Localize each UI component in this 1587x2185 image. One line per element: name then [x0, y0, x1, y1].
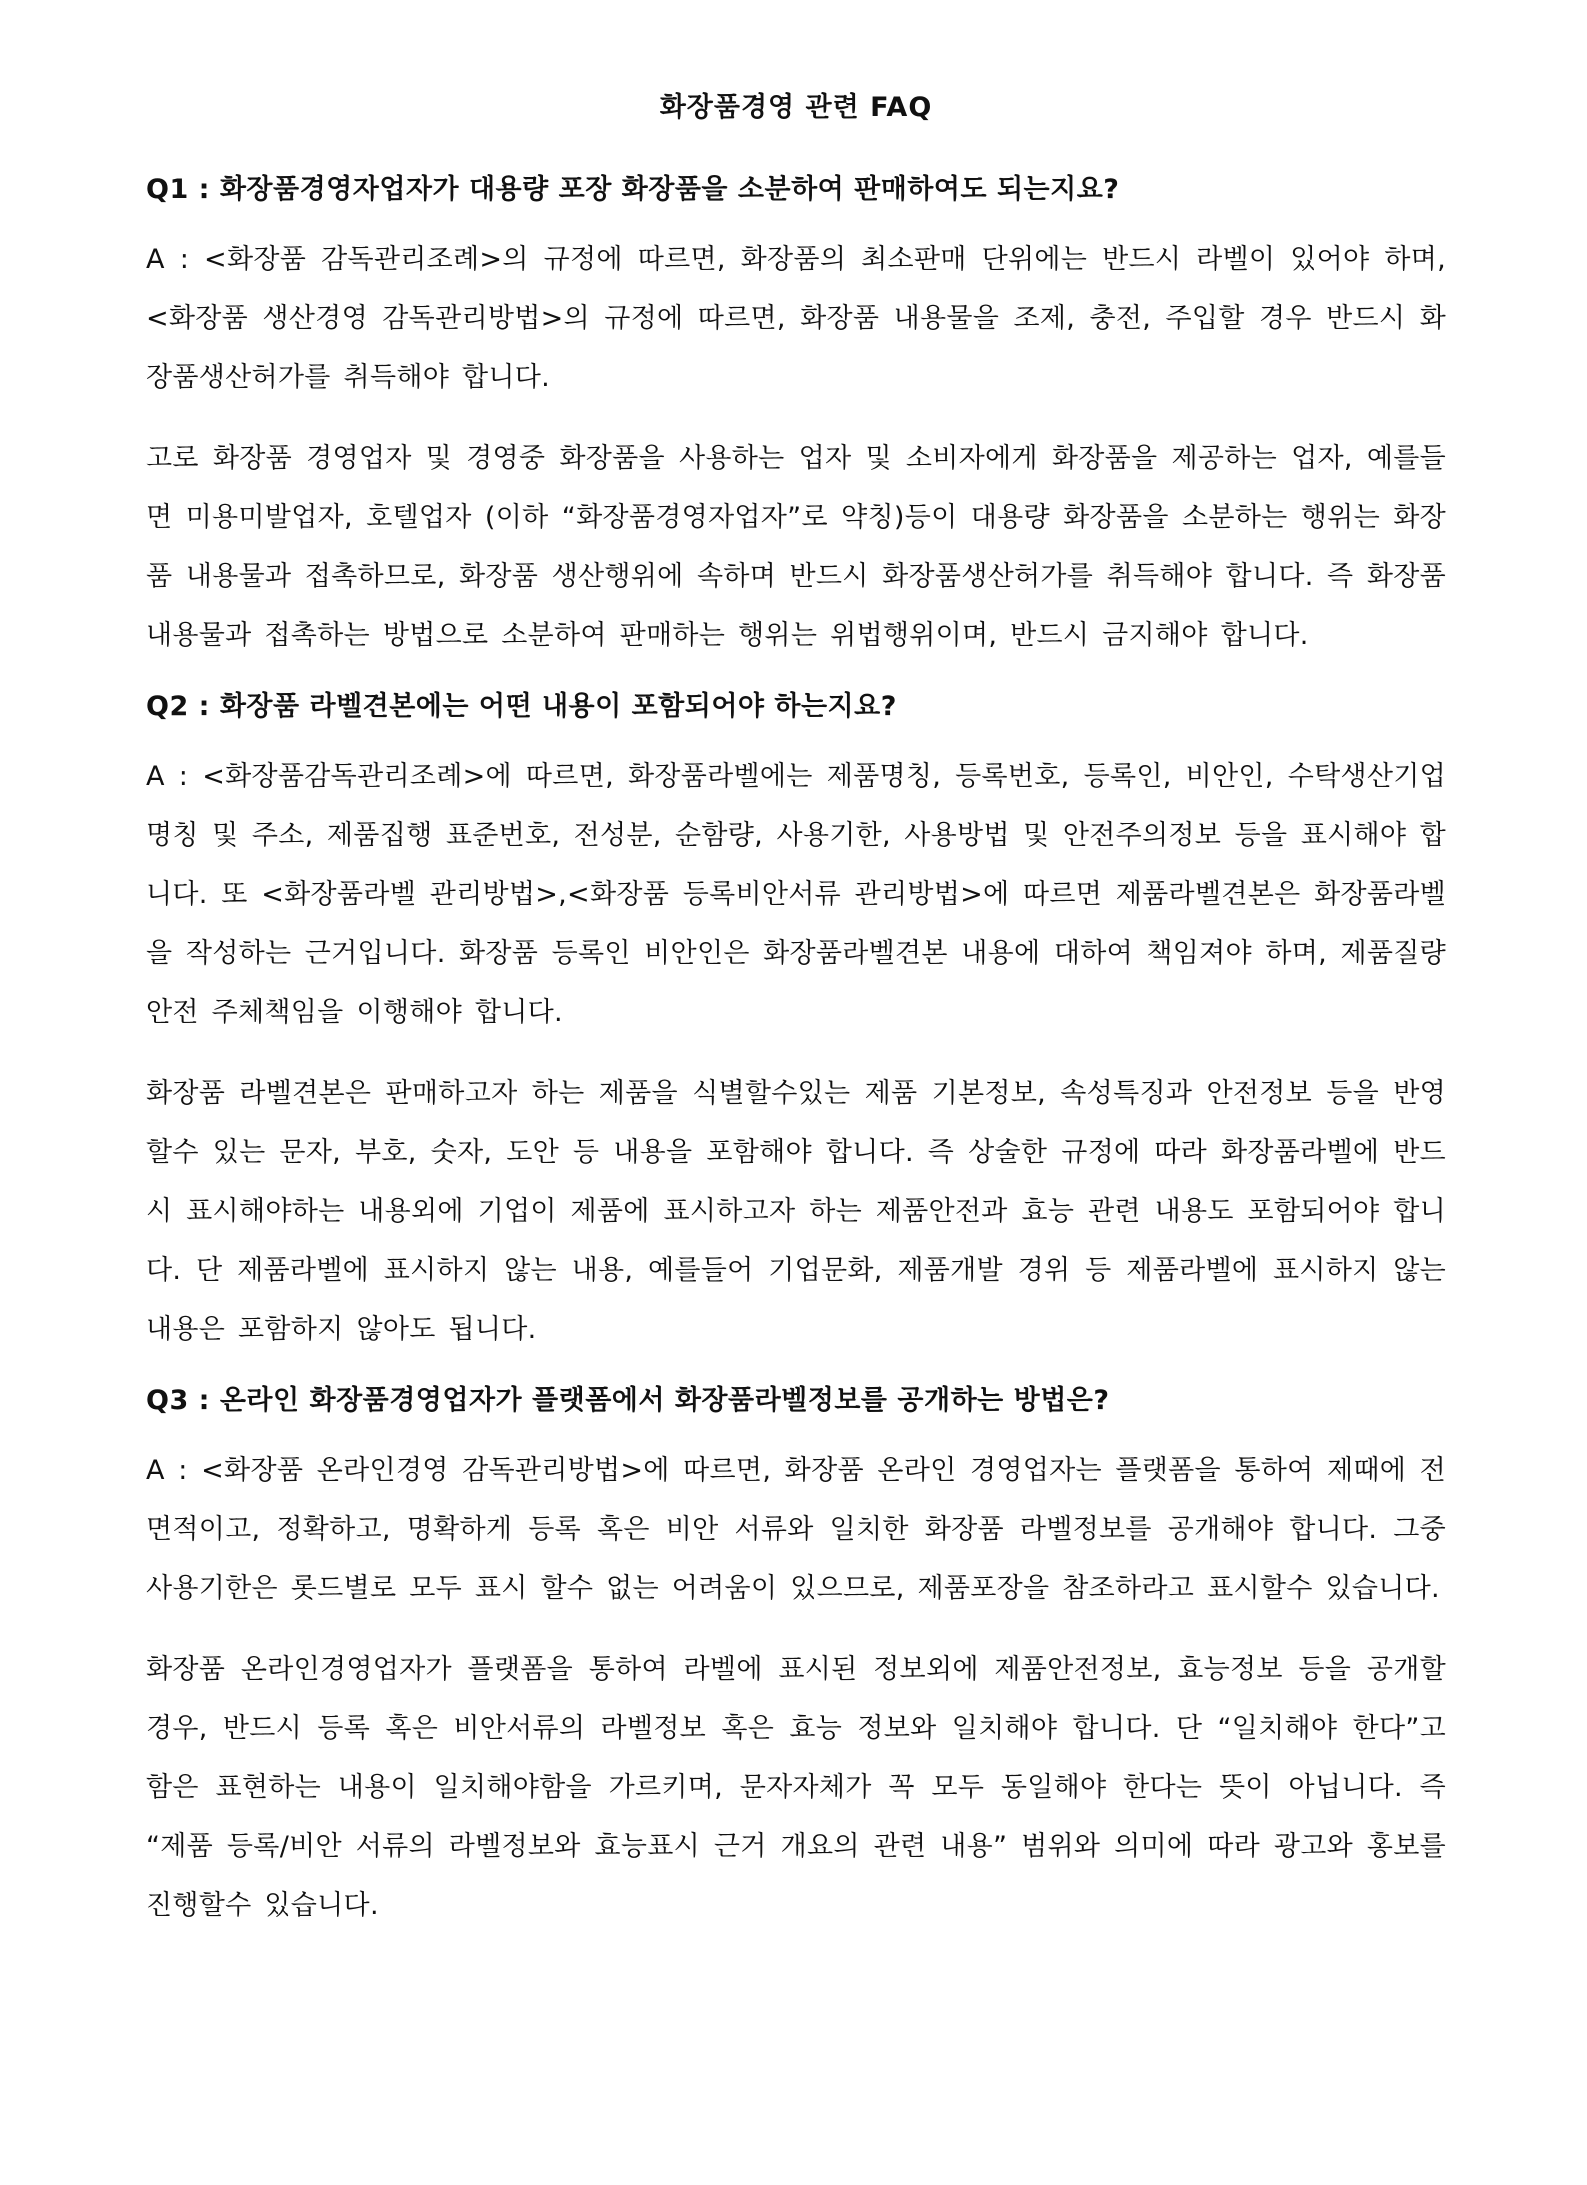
faq-question: Q2 : 화장품 라벨견본에는 어떤 내용이 포함되어야 하는지요?: [146, 691, 897, 722]
faq-answer-paragraph: A : <화장품감독관리조례>에 따르면, 화장품라벨에는 제품명칭, 등록번호, 등록인, 비안인, 수탁생산기업 명칭 및 주소, 제품집행 표준번호, 전성분, 순함량, 사용기한, 사용방법 및 안전주의정보 등을 표시해야 합니다. 또 <화장품라벨 관리방법>,<화장품 등록비안서류 관리방법>에 따르면 제품라벨견본은 화장품라벨을 작성하는 근거입니다. 화장품 등록인 비안인은 화장품라벨견본 내용에 대하여 책임져야 하며, 제품질량안전 주체책임을 이행해야 합니다.: [146, 761, 1446, 1028]
faq-question: Q1 : 화장품경영자업자가 대용량 포장 화장품을 소분하여 판매하여도 되는지요?: [146, 174, 1120, 205]
faq-answer-paragraph: A : <화장품 온라인경영 감독관리방법>에 따르면, 화장품 온라인 경영업자는 플랫폼을 통하여 제때에 전면적이고, 정확하고, 명확하게 등록 혹은 비안 서류와 일치한 화장품 라벨정보를 공개해야 합니다. 그중 사용기한은 롯드별로 모두 표시 할수 없는 어려움이 있으므로, 제품포장을 참조하라고 표시할수 있습니다.: [146, 1455, 1446, 1604]
faq-answer-paragraph: 고로 화장품 경영업자 및 경영중 화장품을 사용하는 업자 및 소비자에게 화장품을 제공하는 업자, 예를들면 미용미발업자, 호텔업자 (이하 “화장품경영자업자”로 약칭)등이 대용량 화장품을 소분하는 행위는 화장품 내용물과 접촉하므로, 화장품 생산행위에 속하며 반드시 화장품생산허가를 취득해야 합니다. 즉 화장품 내용물과 접촉하는 방법으로 소분하여 판매하는 행위는 위법행위이며, 반드시 금지해야 합니다.: [146, 443, 1446, 651]
document-page: [146, 88, 1446, 1957]
document-title: 화장품경영 관련 FAQ: [659, 92, 933, 123]
faq-item-q3: [146, 1381, 1446, 1935]
faq-item-q2: [146, 687, 1446, 1359]
faq-item-q1: [146, 170, 1446, 665]
faq-answer-paragraph: 화장품 라벨견본은 판매하고자 하는 제품을 식별할수있는 제품 기본정보, 속성특징과 안전정보 등을 반영할수 있는 문자, 부호, 숫자, 도안 등 내용을 포함해야 합니다. 즉 상술한 규정에 따라 화장품라벨에 반드시 표시해야하는 내용외에 기업이 제품에 표시하고자 하는 제품안전과 효능 관련 내용도 포함되어야 합니다. 단 제품라벨에 표시하지 않는 내용, 예를들어 기업문화, 제품개발 경위 등 제품라벨에 표시하지 않는 내용은 포함하지 않아도 됩니다.: [146, 1078, 1446, 1345]
faq-question: Q3 : 온라인 화장품경영업자가 플랫폼에서 화장품라벨정보를 공개하는 방법은?: [146, 1385, 1110, 1416]
faq-answer-paragraph: 화장품 온라인경영업자가 플랫폼을 통하여 라벨에 표시된 정보외에 제품안전정보, 효능정보 등을 공개할 경우, 반드시 등록 혹은 비안서류의 라벨정보 혹은 효능 정보와 일치해야 합니다. 단 “일치해야 한다”고 함은 표현하는 내용이 일치해야함을 가르키며, 문자자체가 꼭 모두 동일해야 한다는 뜻이 아닙니다. 즉 “제품 등록/비안 서류의 라벨정보와 효능표시 근거 개요의 관련 내용” 범위와 의미에 따라 광고와 홍보를 진행할수 있습니다.: [146, 1654, 1446, 1921]
faq-answer-paragraph: A : <화장품 감독관리조례>의 규정에 따르면, 화장품의 최소판매 단위에는 반드시 라벨이 있어야 하며, <화장품 생산경영 감독관리방법>의 규정에 따르면, 화장품 내용물을 조제, 충전, 주입할 경우 반드시 화장품생산허가를 취득해야 합니다.: [146, 244, 1446, 393]
